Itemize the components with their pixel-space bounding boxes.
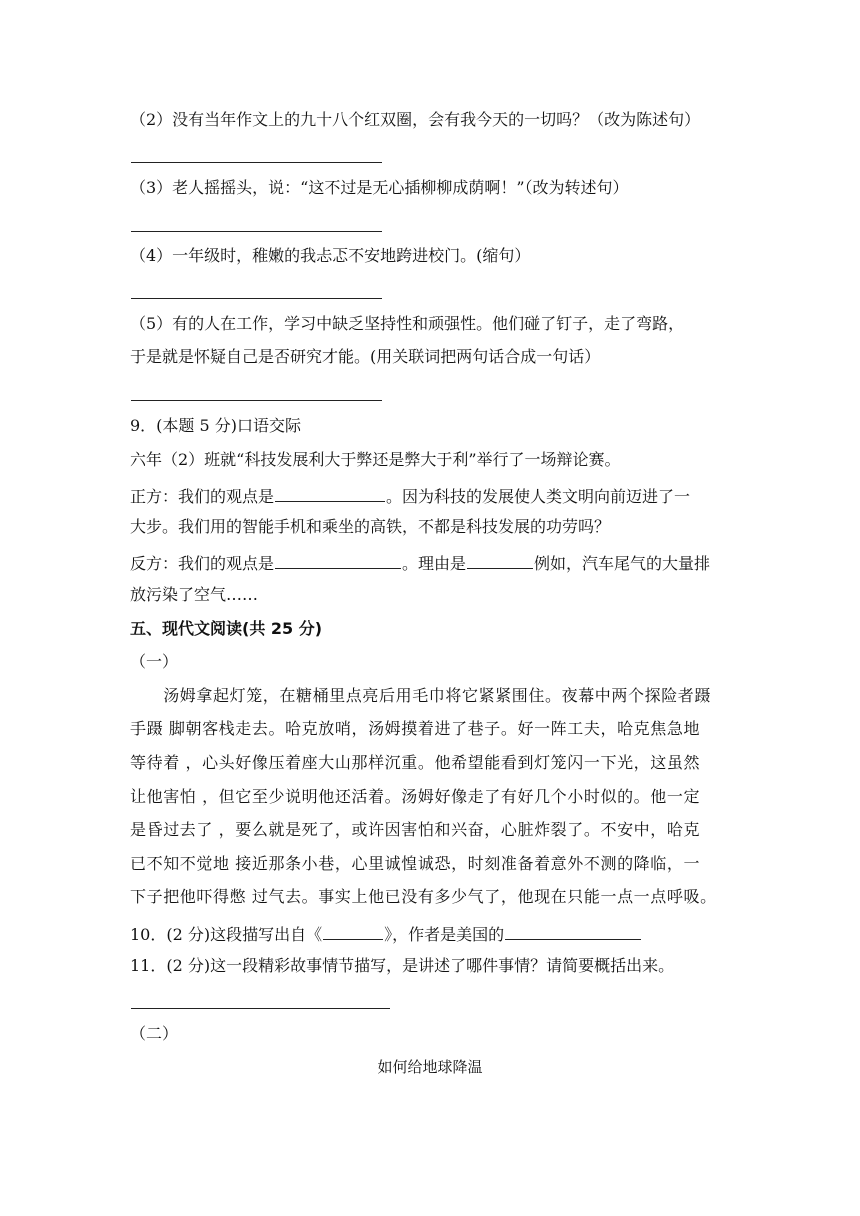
answer-line [131,298,382,299]
question-8-item-5-line-1: （5）有的人在工作，学习中缺乏坚持性和顽强性。他们碰了钉子，走了弯路， [130,314,685,333]
question-8-item-2: （2）没有当年作文上的九十八个红双圈，会有我今天的一切吗？（改为陈述句） [130,110,701,129]
passage-line-2: 手蹑 脚朝客栈走去。哈克放哨，汤姆摸着进了巷子。好一阵工夫，哈克焦急地 [130,719,701,738]
con-label: 反方：我们的观点是 [130,554,275,573]
answer-line [131,231,382,232]
question-9-intro: 六年（2）班就“科技发展利大于弊还是弊大于利”举行了一场辩论赛。 [130,450,621,469]
question-9-con-line [130,550,710,575]
question-10-author: 》，作者是美国的 [384,925,505,944]
passage-line-7: 下子把他吓得憋 过气去。事实上他已没有多少气了，他现在只能一点一点呼吸。 [130,887,717,906]
answer-line [131,400,382,401]
pro-reason: 。因为科技的发展使人类文明向前迈进了一 [386,487,691,506]
part-1-label: （一） [130,652,179,671]
question-9-title: 9．(本题 5 分)口语交际 [130,416,302,435]
con-blank[interactable] [275,550,401,569]
answer-line [131,162,382,163]
section-5-heading: 五、现代文阅读(共 25 分) [130,619,323,638]
con-example: 例如，汽车尾气的大量排 [534,554,711,573]
question-9-con-line-2: 放污染了空气…… [130,585,259,604]
author-blank[interactable] [505,921,641,940]
book-title-blank[interactable] [323,921,383,940]
question-9-pro-line-2: 大步。我们用的智能手机和乘坐的高铁，不都是科技发展的功劳吗？ [130,517,611,536]
article-title: 如何给地球降温 [377,1058,483,1076]
answer-line [131,1008,390,1009]
question-8-item-5-line-2: 于是就是怀疑自己是否研究才能。(用关联词把两句话合成一句话） [130,347,601,366]
question-9-pro-line [130,483,690,508]
question-10 [130,921,642,946]
passage-line-5: 是昏过去了 ，要么就是死了，或许因害怕和兴奋，心脏炸裂了。不安中，哈克 [130,820,701,839]
passage-line-3: 等待着 ，心头好像压着座大山那样沉重。他希望能看到灯笼闪一下光，这虽然 [130,753,701,772]
reason-blank[interactable] [467,550,533,569]
part-2-label: （二） [130,1024,179,1043]
con-reason-label: 。理由是 [402,554,467,573]
pro-label: 正方：我们的观点是 [130,487,275,506]
question-8-item-3: （3）老人摇摇头，说：“这不过是无心插柳柳成荫啊！”（改为转述句） [130,178,629,197]
passage-line-6: 已不知不觉地 接近那条小巷，心里诚惶诚恐，时刻准备着意外不测的降临，一 [130,854,701,873]
question-11: 11．(2 分)这一段精彩故事情节描写，是讲述了哪件事情？请简要概括出来。 [130,956,675,975]
passage-line-4: 让他害怕 ，但它至少说明他还活着。汤姆好像走了有好几个小时似的。他一定 [130,787,701,806]
question-10-prompt: 10．(2 分)这段描写出自《 [130,925,323,944]
pro-blank[interactable] [275,483,385,502]
question-8-item-4: （4）一年级时，稚嫩的我忐忑不安地跨进校门。(缩句） [130,246,531,265]
passage-line-1: 汤姆拿起灯笼，在糖桶里点亮后用毛巾将它紧紧围住。夜幕中两个探险者蹑 [130,686,712,705]
